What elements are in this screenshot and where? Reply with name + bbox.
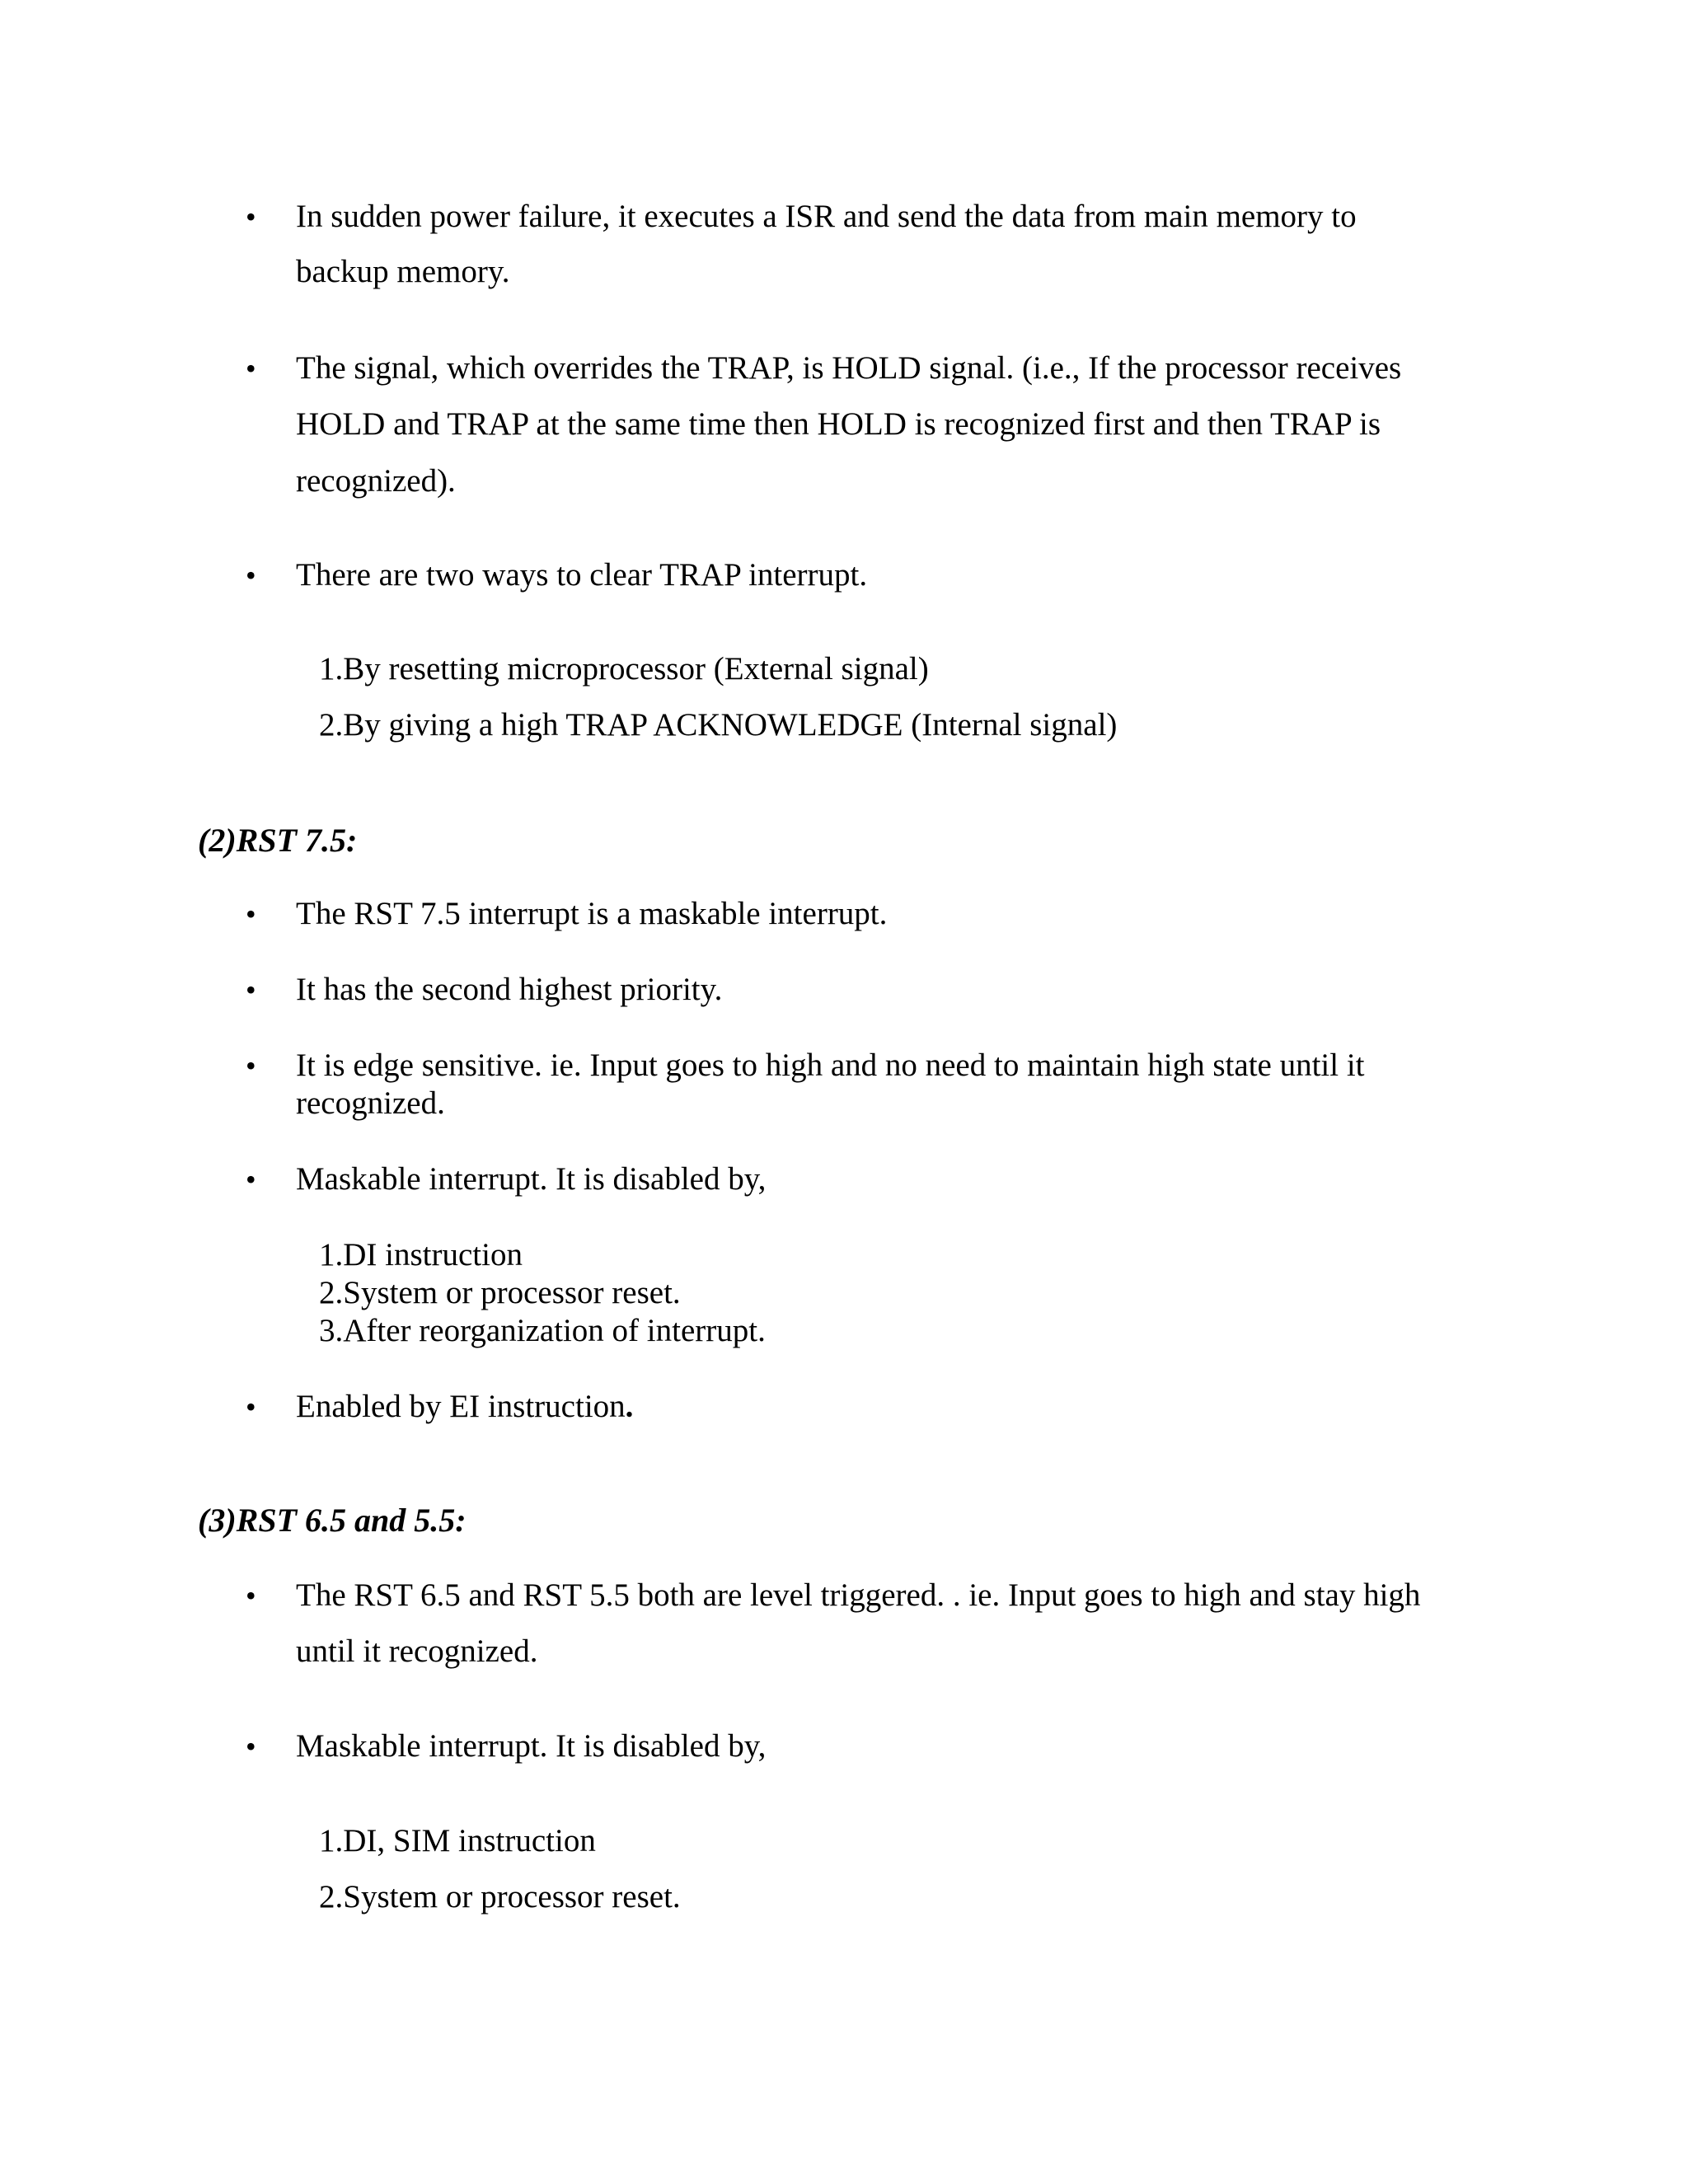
paragraph-line: backup memory. xyxy=(296,254,510,289)
bullet-icon: • xyxy=(246,1163,256,1196)
enabled-text: Enabled by EI instruction xyxy=(296,1389,626,1424)
numbered-item: 1.By resetting microprocessor (External signal) xyxy=(319,651,929,687)
paragraph-line: The RST 7.5 interrupt is a maskable interrupt. xyxy=(296,896,888,931)
paragraph-line: The signal, which overrides the TRAP, is HOLD signal. (i.e., If the processor receives xyxy=(296,350,1402,386)
bullet-icon: • xyxy=(246,200,256,233)
bullet-icon: • xyxy=(246,352,256,385)
bullet-icon: • xyxy=(246,1579,256,1612)
section-heading-rst-7-5: (2)RST 7.5: xyxy=(198,822,358,859)
numbered-item: 2.System or processor reset. xyxy=(319,1275,681,1310)
bullet-icon: • xyxy=(246,973,256,1006)
numbered-item: 2.System or processor reset. xyxy=(319,1879,681,1915)
section-heading-rst-6-5-5-5: (3)RST 6.5 and 5.5: xyxy=(198,1502,467,1539)
paragraph-line: until it recognized. xyxy=(296,1633,538,1669)
paragraph-line: The RST 6.5 and RST 5.5 both are level triggered. . ie. Input goes to high and stay high xyxy=(296,1577,1421,1613)
bullet-icon: • xyxy=(246,1049,256,1082)
paragraph-line: It is edge sensitive. ie. Input goes to high and no need to maintain high state until it xyxy=(296,1047,1365,1083)
paragraph-line: recognized). xyxy=(296,463,456,499)
enabled-period: . xyxy=(625,1389,634,1424)
bullet-icon: • xyxy=(246,898,256,930)
paragraph-line: Maskable interrupt. It is disabled by, xyxy=(296,1161,767,1197)
paragraph-line: Maskable interrupt. It is disabled by, xyxy=(296,1728,767,1764)
paragraph-line xyxy=(296,1387,633,1427)
numbered-item: 3.After reorganization of interrupt. xyxy=(319,1313,766,1348)
bullet-icon: • xyxy=(246,559,256,592)
paragraph-line: There are two ways to clear TRAP interrupt. xyxy=(296,557,868,593)
paragraph-line: recognized. xyxy=(296,1085,445,1121)
numbered-item: 1.DI, SIM instruction xyxy=(319,1823,596,1858)
bullet-icon: • xyxy=(246,1730,256,1763)
bullet-icon: • xyxy=(246,1390,256,1423)
paragraph-line: In sudden power failure, it executes a ISR and send the data from main memory to xyxy=(296,199,1357,234)
numbered-item: 1.DI instruction xyxy=(319,1237,523,1272)
paragraph-line: HOLD and TRAP at the same time then HOLD is recognized first and then TRAP is xyxy=(296,406,1381,442)
paragraph-line: It has the second highest priority. xyxy=(296,972,723,1007)
numbered-item: 2.By giving a high TRAP ACKNOWLEDGE (Internal signal) xyxy=(319,707,1118,743)
